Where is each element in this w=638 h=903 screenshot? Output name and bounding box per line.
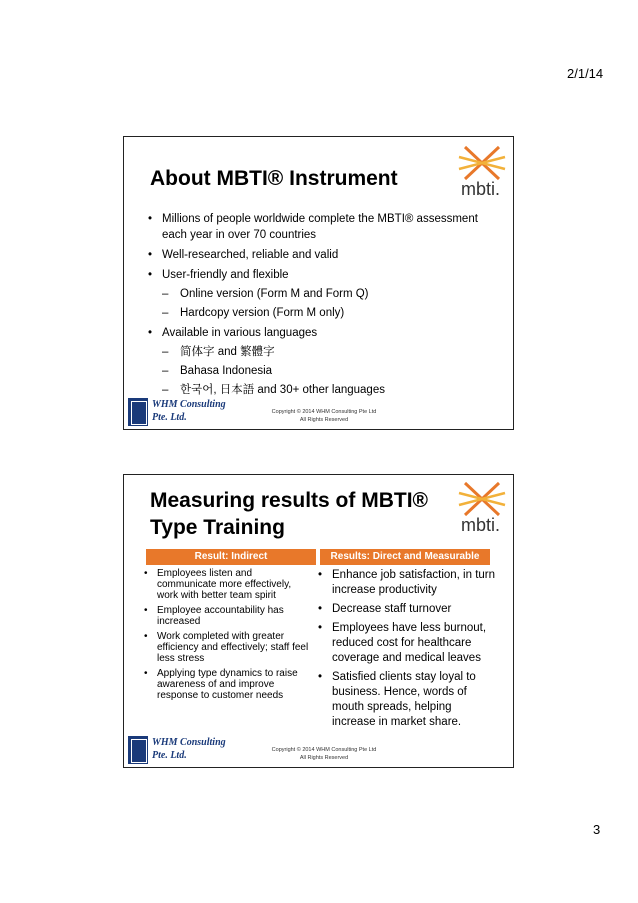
list-item: • Employees listen and communicate more effectively, work with better team spirit bbox=[142, 568, 314, 601]
list-item: • Enhance job satisfaction, in turn increase productivity bbox=[316, 568, 496, 598]
slide-about-mbti bbox=[123, 136, 514, 430]
sub-bullet-item: – Bahasa Indonesia bbox=[162, 363, 501, 379]
list-item: • Employee accountability has increased bbox=[142, 605, 314, 627]
whm-logo-icon bbox=[128, 736, 148, 764]
bullet-list bbox=[146, 211, 501, 402]
company-suffix: Pte. Ltd. bbox=[152, 750, 187, 761]
sub-bullet-item: – Hardcopy version (Form M only) bbox=[162, 305, 501, 321]
bullet-item: • User-friendly and flexible – Online version (Form M and Form Q) – Hardcopy version (Form M only) bbox=[146, 267, 501, 321]
sub-bullet-item: – 한국어, 日本語 and 30+ other languages bbox=[162, 382, 501, 398]
company-name: WHM Consulting bbox=[152, 399, 226, 410]
copyright: Copyright © 2014 WHM Consulting Pte Ltd All Rights Reserved bbox=[271, 409, 377, 423]
mbti-logo bbox=[455, 479, 509, 539]
sub-bullet-list bbox=[162, 286, 501, 321]
mbti-logo-text: mbti. bbox=[461, 179, 501, 199]
list-item: • Decrease staff turnover bbox=[316, 602, 496, 617]
list-item: • Work completed with greater efficiency and effectively; staff feel less stress bbox=[142, 631, 314, 664]
slide-measuring-results bbox=[123, 474, 514, 768]
sub-bullet-list bbox=[162, 344, 501, 398]
slide-title: About MBTI® Instrument bbox=[150, 167, 398, 190]
page-date: 2/1/14 bbox=[567, 66, 604, 81]
direct-results-list bbox=[316, 568, 496, 734]
list-item: • Employees have less burnout, reduced cost for healthcare coverage and medical leaves bbox=[316, 621, 496, 666]
sub-bullet-item: – 简体字 and 繁體字 bbox=[162, 344, 501, 360]
list-item: • Applying type dynamics to raise awareness of and improve response to customer needs bbox=[142, 668, 314, 701]
company-name: WHM Consulting bbox=[152, 737, 226, 748]
mbti-logo bbox=[455, 143, 509, 203]
page-number: 3 bbox=[593, 822, 601, 837]
mbti-star-icon bbox=[455, 143, 509, 183]
slide-title: Measuring results of MBTI® Type Training bbox=[150, 489, 429, 539]
bullet-item: • Millions of people worldwide complete the MBTI® assessment each year in over 70 countries bbox=[146, 211, 501, 243]
bullet-item: • Well-researched, reliable and valid bbox=[146, 247, 501, 263]
column-header-indirect: Result: Indirect bbox=[146, 549, 316, 565]
mbti-star-icon bbox=[455, 479, 509, 519]
whm-logo bbox=[128, 736, 240, 764]
copyright: Copyright © 2014 WHM Consulting Pte Ltd All Rights Reserved bbox=[271, 747, 377, 761]
bullet-item: • Available in various languages – 简体字 and 繁體字 – Bahasa Indonesia – 한국어, 日本語 and 30+ other languages bbox=[146, 325, 501, 398]
indirect-results-list bbox=[142, 568, 314, 705]
mbti-logo-text: mbti. bbox=[461, 515, 501, 535]
list-item: • Satisfied clients stay loyal to business. Hence, words of mouth spreads, helping increase in market share. bbox=[316, 670, 496, 730]
company-suffix: Pte. Ltd. bbox=[152, 412, 187, 423]
column-header-direct: Results: Direct and Measurable bbox=[320, 549, 490, 565]
whm-logo-icon bbox=[128, 398, 148, 426]
whm-logo bbox=[128, 398, 240, 426]
sub-bullet-item: – Online version (Form M and Form Q) bbox=[162, 286, 501, 302]
